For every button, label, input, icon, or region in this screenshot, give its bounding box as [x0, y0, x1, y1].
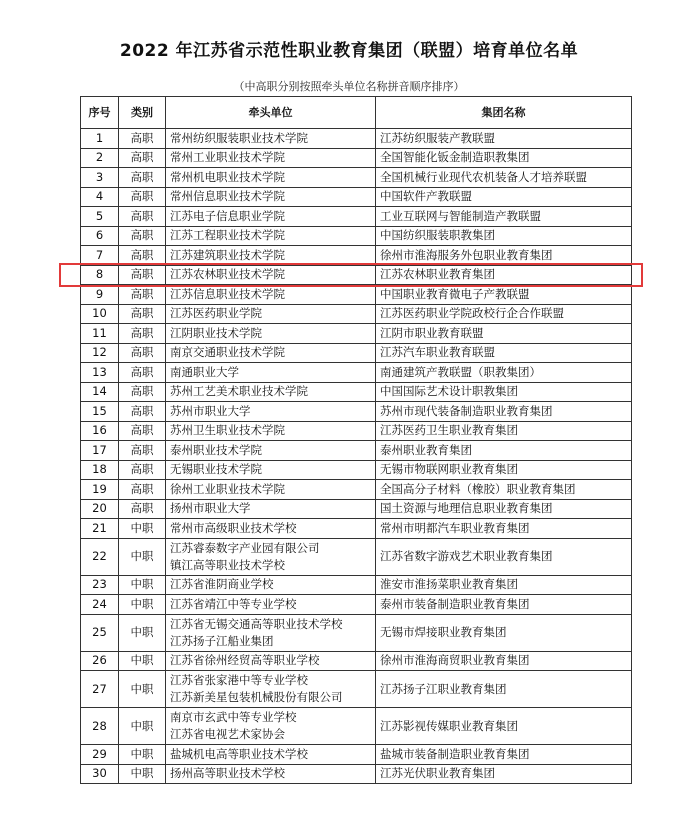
- row-type: 高职: [119, 382, 166, 402]
- row-lead-unit: [166, 460, 376, 480]
- row-lead-unit: [166, 343, 376, 363]
- table-row: [81, 187, 632, 207]
- row-lead-unit: [166, 538, 376, 575]
- lead-unit-line: 江苏医药职业学院: [170, 306, 262, 321]
- row-number: 18: [81, 460, 119, 480]
- row-group-name: 全国高分子材料（橡胶）职业教育集团: [376, 480, 632, 500]
- row-group-name: 徐州市淮海商贸职业教育集团: [376, 651, 632, 671]
- table-row: [81, 460, 632, 480]
- row-number: 4: [81, 187, 119, 207]
- row-lead-unit: [166, 207, 376, 227]
- lead-unit-line: 江苏睿泰数字产业园有限公司: [170, 540, 320, 555]
- row-number: 2: [81, 148, 119, 168]
- lead-unit-line: 江苏信息职业技术学院: [170, 286, 285, 301]
- lead-unit-line: 江苏省张家港中等专业学校: [170, 673, 308, 687]
- row-lead-unit: [166, 304, 376, 324]
- row-type: 高职: [119, 343, 166, 363]
- row-group-name: 江苏省数字游戏艺术职业教育集团: [376, 538, 632, 575]
- row-number: 19: [81, 480, 119, 500]
- row-number: 13: [81, 363, 119, 383]
- table-row: [81, 265, 632, 285]
- row-number: 5: [81, 207, 119, 227]
- table-header-row: [81, 97, 632, 129]
- row-group-name: 江苏影视传媒职业教育集团: [376, 708, 632, 745]
- row-number: 22: [81, 538, 119, 575]
- lead-unit-line: 江苏工程职业技术学院: [170, 228, 285, 243]
- row-lead-unit: [166, 708, 376, 745]
- row-number: 26: [81, 651, 119, 671]
- row-type: 高职: [119, 480, 166, 500]
- row-number: 29: [81, 745, 119, 765]
- row-type: 高职: [119, 363, 166, 383]
- row-type: 中职: [119, 575, 166, 595]
- row-type: 中职: [119, 708, 166, 745]
- lead-unit-line: 南通职业大学: [170, 364, 239, 379]
- row-type: 高职: [119, 421, 166, 441]
- header-no: 序号: [81, 97, 119, 129]
- row-lead-unit: [166, 764, 376, 784]
- table-row: [81, 764, 632, 784]
- lead-unit-line: 江苏建筑职业技术学院: [170, 247, 285, 262]
- row-group-name: 淮安市淮扬菜职业教育集团: [376, 575, 632, 595]
- row-number: 15: [81, 402, 119, 422]
- row-lead-unit: [166, 382, 376, 402]
- lead-unit-line: 徐州工业职业技术学院: [170, 481, 285, 496]
- row-number: 28: [81, 708, 119, 745]
- lead-unit-line: 苏州卫生职业技术学院: [170, 423, 285, 438]
- lead-unit-line: 江苏扬子江船业集团: [170, 633, 274, 648]
- table-row: [81, 441, 632, 461]
- row-lead-unit: [166, 614, 376, 651]
- lead-unit-line: 常州工业职业技术学院: [170, 150, 285, 165]
- lead-unit-line: 南京交通职业技术学院: [170, 345, 285, 360]
- row-number: 14: [81, 382, 119, 402]
- row-number: 9: [81, 285, 119, 305]
- table-row: [81, 421, 632, 441]
- row-type: 高职: [119, 148, 166, 168]
- row-lead-unit: [166, 148, 376, 168]
- row-lead-unit: [166, 402, 376, 422]
- row-lead-unit: [166, 324, 376, 344]
- row-lead-unit: [166, 129, 376, 149]
- table-row: [81, 519, 632, 539]
- row-group-name: 泰州职业教育集团: [376, 441, 632, 461]
- lead-unit-line: 江苏省靖江中等专业学校: [170, 596, 297, 611]
- lead-unit-line: 镇江高等职业技术学校: [170, 557, 285, 572]
- document-subtitle: （中高职分别按照牵头单位名称拼音顺序排序）: [233, 80, 465, 93]
- header-type: 类别: [119, 97, 166, 129]
- row-group-name: 江苏汽车职业教育联盟: [376, 343, 632, 363]
- header-lead-unit: 牵头单位: [166, 97, 376, 129]
- lead-unit-line: 常州市高级职业技术学校: [170, 520, 297, 535]
- row-lead-unit: [166, 480, 376, 500]
- row-number: 11: [81, 324, 119, 344]
- lead-unit-line: 扬州高等职业技术学校: [170, 766, 285, 781]
- row-group-name: 中国纺织服装职教集团: [376, 226, 632, 246]
- row-group-name: 无锡市物联网职业教育集团: [376, 460, 632, 480]
- row-type: 高职: [119, 402, 166, 422]
- row-number: 16: [81, 421, 119, 441]
- row-lead-unit: [166, 285, 376, 305]
- row-lead-unit: [166, 265, 376, 285]
- row-group-name: 中国职业教育微电子产教联盟: [376, 285, 632, 305]
- document-title: 2022 年江苏省示范性职业教育集团（联盟）培育单位名单: [119, 41, 579, 61]
- table-row: [81, 324, 632, 344]
- row-type: 高职: [119, 207, 166, 227]
- row-group-name: 江苏扬子江职业教育集团: [376, 671, 632, 708]
- row-lead-unit: [166, 745, 376, 765]
- row-type: 中职: [119, 764, 166, 784]
- lead-unit-line: 江苏省电视艺术家协会: [170, 727, 285, 741]
- row-lead-unit: [166, 651, 376, 671]
- table-body: [81, 129, 632, 784]
- table-row: [81, 651, 632, 671]
- row-number: 30: [81, 764, 119, 784]
- table-row: [81, 226, 632, 246]
- row-type: 高职: [119, 226, 166, 246]
- row-type: 高职: [119, 187, 166, 207]
- row-number: 20: [81, 499, 119, 519]
- row-number: 12: [81, 343, 119, 363]
- row-type: 高职: [119, 441, 166, 461]
- lead-unit-line: 苏州工艺美术职业技术学院: [170, 384, 308, 399]
- row-group-name: 苏州市现代装备制造职业教育集团: [376, 402, 632, 422]
- row-lead-unit: [166, 187, 376, 207]
- table-row: [81, 614, 632, 651]
- lead-unit-line: 江苏省无锡交通高等职业技术学校: [170, 616, 343, 631]
- row-lead-unit: [166, 226, 376, 246]
- row-type: 高职: [119, 265, 166, 285]
- row-lead-unit: [166, 246, 376, 266]
- row-type: 高职: [119, 324, 166, 344]
- row-lead-unit: [166, 519, 376, 539]
- row-type: 高职: [119, 499, 166, 519]
- row-group-name: 无锡市焊接职业教育集团: [376, 614, 632, 651]
- header-group-name: 集团名称: [376, 97, 632, 129]
- row-type: 高职: [119, 285, 166, 305]
- table-row: [81, 382, 632, 402]
- lead-unit-line: 江苏省淮阴商业学校: [170, 577, 274, 592]
- row-lead-unit: [166, 168, 376, 188]
- row-lead-unit: [166, 671, 376, 708]
- row-lead-unit: [166, 363, 376, 383]
- row-number: 25: [81, 614, 119, 651]
- table-row: [81, 304, 632, 324]
- row-type: 中职: [119, 538, 166, 575]
- row-group-name: 常州市明都汽车职业教育集团: [376, 519, 632, 539]
- table-row: [81, 129, 632, 149]
- row-type: 中职: [119, 595, 166, 615]
- lead-unit-line: 常州纺织服装职业技术学院: [170, 130, 308, 145]
- row-group-name: 全国智能化钣金制造职教集团: [376, 148, 632, 168]
- table-row: [81, 168, 632, 188]
- row-group-name: 江苏医药卫生职业教育集团: [376, 421, 632, 441]
- table-row: [81, 499, 632, 519]
- table-row: [81, 595, 632, 615]
- row-group-name: 江阴市职业教育联盟: [376, 324, 632, 344]
- row-type: 中职: [119, 614, 166, 651]
- row-lead-unit: [166, 421, 376, 441]
- row-type: 中职: [119, 519, 166, 539]
- row-type: 高职: [119, 460, 166, 480]
- row-group-name: 徐州市淮海服务外包职业教育集团: [376, 246, 632, 266]
- lead-unit-line: 扬州市职业大学: [170, 501, 251, 516]
- lead-unit-line: 常州信息职业技术学院: [170, 189, 285, 204]
- table-row: [81, 708, 632, 745]
- row-type: 高职: [119, 304, 166, 324]
- row-number: 7: [81, 246, 119, 266]
- table-row: [81, 207, 632, 227]
- row-type: 中职: [119, 745, 166, 765]
- row-group-name: 江苏纺织服装产教联盟: [376, 129, 632, 149]
- table-row: [81, 285, 632, 305]
- row-type: 中职: [119, 671, 166, 708]
- name-list-table: [80, 96, 632, 784]
- row-lead-unit: [166, 595, 376, 615]
- lead-unit-line: 盐城机电高等职业技术学校: [170, 746, 308, 761]
- row-group-name: 江苏农林职业教育集团: [376, 265, 632, 285]
- lead-unit-line: 常州机电职业技术学院: [170, 169, 285, 184]
- lead-unit-line: 江阴职业技术学院: [170, 325, 262, 340]
- row-number: 3: [81, 168, 119, 188]
- table-row: [81, 148, 632, 168]
- row-number: 10: [81, 304, 119, 324]
- row-group-name: 中国软件产教联盟: [376, 187, 632, 207]
- row-type: 高职: [119, 129, 166, 149]
- lead-unit-line: 南京市玄武中等专业学校: [170, 710, 297, 724]
- row-number: 23: [81, 575, 119, 595]
- table-row: [81, 343, 632, 363]
- row-group-name: 泰州市装备制造职业教育集团: [376, 595, 632, 615]
- lead-unit-line: 江苏省徐州经贸高等职业学校: [170, 653, 320, 668]
- row-number: 8: [81, 265, 119, 285]
- row-group-name: 盐城市装备制造职业教育集团: [376, 745, 632, 765]
- row-type: 高职: [119, 246, 166, 266]
- lead-unit-line: 江苏农林职业技术学院: [170, 267, 285, 282]
- table-row: [81, 671, 632, 708]
- row-number: 17: [81, 441, 119, 461]
- table-row: [81, 745, 632, 765]
- table-row: [81, 402, 632, 422]
- lead-unit-line: 江苏新美星包装机械股份有限公司: [170, 690, 343, 704]
- row-group-name: 工业互联网与智能制造产教联盟: [376, 207, 632, 227]
- lead-unit-line: 苏州市职业大学: [170, 403, 251, 418]
- row-group-name: 国土资源与地理信息职业教育集团: [376, 499, 632, 519]
- row-lead-unit: [166, 499, 376, 519]
- row-number: 6: [81, 226, 119, 246]
- row-group-name: 江苏光伏职业教育集团: [376, 764, 632, 784]
- lead-unit-line: 无锡职业技术学院: [170, 462, 262, 477]
- lead-unit-line: 江苏电子信息职业学院: [170, 208, 285, 223]
- row-group-name: 全国机械行业现代农机装备人才培养联盟: [376, 168, 632, 188]
- row-number: 21: [81, 519, 119, 539]
- row-group-name: 江苏医药职业学院政校行企合作联盟: [376, 304, 632, 324]
- table-row: [81, 246, 632, 266]
- row-number: 27: [81, 671, 119, 708]
- row-number: 1: [81, 129, 119, 149]
- table-row: [81, 575, 632, 595]
- table-row: [81, 538, 632, 575]
- row-type: 高职: [119, 168, 166, 188]
- table-row: [81, 363, 632, 383]
- row-group-name: 南通建筑产教联盟（职教集团）: [376, 363, 632, 383]
- row-type: 中职: [119, 651, 166, 671]
- row-lead-unit: [166, 441, 376, 461]
- row-group-name: 中国国际艺术设计职教集团: [376, 382, 632, 402]
- row-lead-unit: [166, 575, 376, 595]
- row-number: 24: [81, 595, 119, 615]
- table-row: [81, 480, 632, 500]
- lead-unit-line: 泰州职业技术学院: [170, 442, 262, 457]
